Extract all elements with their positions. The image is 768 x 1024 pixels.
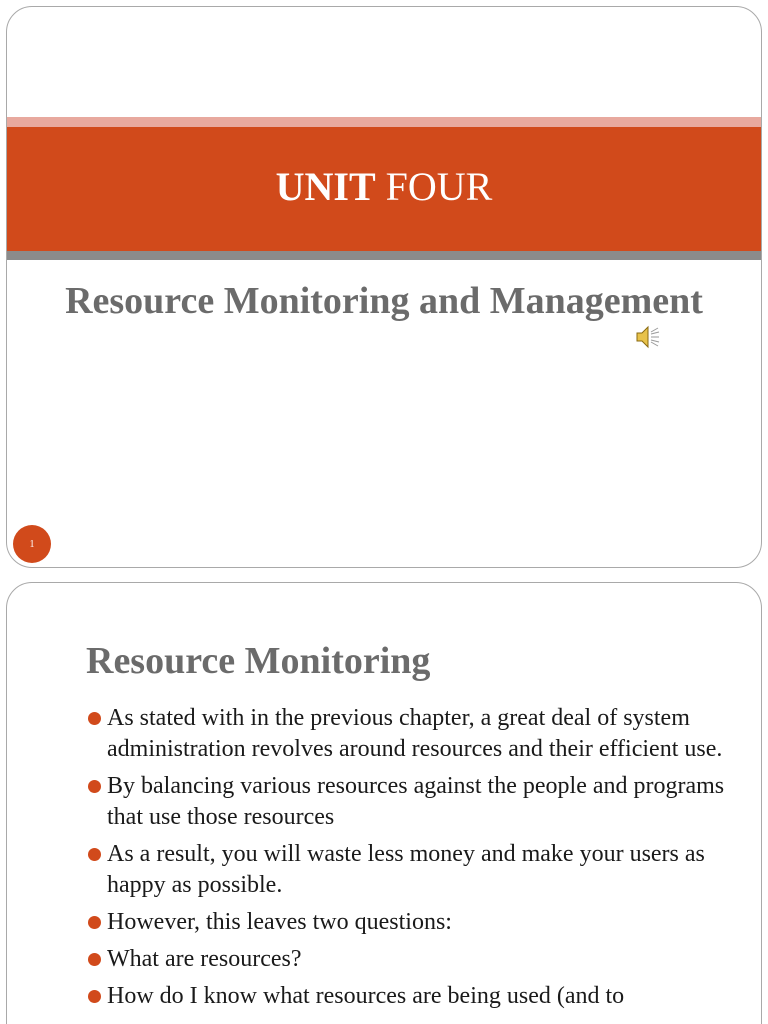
bullet-text: As stated with in the previous chapter, a great deal of system administration revolves around resources and their efficient use. — [107, 705, 723, 762]
slide-subtitle: Resource Monitoring and Management — [65, 280, 703, 322]
title-band-top-stripe — [7, 117, 761, 127]
bullet-item — [85, 771, 735, 833]
bullet-dot-icon — [88, 916, 101, 929]
slide-2 — [6, 582, 762, 1024]
bullet-dot-icon — [88, 990, 101, 1003]
title-band-bottom-stripe — [7, 251, 761, 260]
unit-title — [276, 163, 493, 210]
bullet-dot-icon — [88, 848, 101, 861]
bullet-text: How do I know what resources are being used (and to — [107, 983, 625, 1009]
unit-title-bold: UNIT — [275, 163, 376, 209]
title-band — [7, 127, 761, 251]
bullet-item — [85, 839, 735, 901]
slide-title: Resource Monitoring — [86, 640, 431, 682]
bullet-dot-icon — [88, 953, 101, 966]
bullet-list — [85, 703, 735, 1018]
bullet-item — [85, 907, 735, 938]
bullet-item — [85, 703, 735, 765]
bullet-item — [85, 981, 735, 1012]
slide-1 — [6, 6, 762, 568]
bullet-text: However, this leaves two questions: — [107, 909, 452, 935]
unit-title-rest: FOUR — [375, 163, 493, 209]
bullet-dot-icon — [88, 780, 101, 793]
bullet-text: By balancing various resources against the people and programs that use those resources — [107, 773, 725, 830]
speaker-icon[interactable] — [634, 323, 662, 351]
bullet-item — [85, 944, 735, 975]
bullet-dot-icon — [88, 712, 101, 725]
bullet-text: As a result, you will waste less money and make your users as happy as possible. — [107, 841, 705, 898]
slide-number-badge: 1 — [13, 525, 51, 563]
bullet-text: What are resources? — [107, 946, 302, 972]
